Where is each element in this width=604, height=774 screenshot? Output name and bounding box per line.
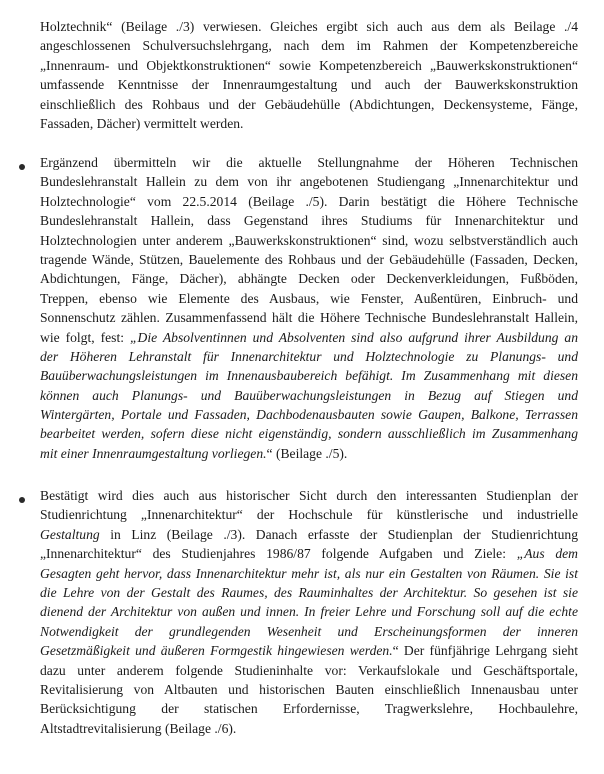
text-segment: “ Der fünfjährige Lehrgang sieht: [392, 643, 578, 659]
italic-quote-text: mit einer Innenraumgestaltung vorliegen.: [40, 445, 267, 461]
text-segment: Bestätigt wird dies auch aus historischer Sicht durch den interessanten Studienplan der: [40, 488, 578, 503]
text-segment: Fassaden, Dächer) vermittelt werden.: [40, 115, 244, 131]
text-segment: Bundeslehranstalt Hallein, dass Gegenstand ihres Studiums für Innenarchitektur und: [40, 213, 578, 229]
text-line: [40, 289, 578, 308]
italic-quote-text: Gesagten geht hervor, dass Innenarchitektur mehr ist, als nur ein Gestalten von Räumen. Sie ist: [40, 565, 578, 581]
text-line: [40, 424, 578, 443]
text-line: [40, 153, 578, 172]
text-segment: „Innenarchitektur“ des Studienjahres 1986/87 folgende Aufgaben und Ziele:: [40, 546, 517, 562]
italic-quote-text: Wintergärten, Portale und Fassaden, Dachbodenausbauten sowie Gaupen, Balkone, Terrassen: [40, 407, 578, 423]
text-line: [40, 231, 578, 250]
text-line: [40, 192, 578, 211]
text-segment: Holztechnologie“ vom 22.5.2014 (Beilage ./5). Darin bestätigt die Höhere Technische: [40, 193, 578, 209]
text-segment: angeschlossenen Schulversuchslehrgang, nach dem im Rahmen der Kompetenzbereiche: [40, 38, 578, 54]
italic-quote-text: dienend der Architektur von außen und innen. In freier Lehre und Forschung soll auf die echte: [40, 604, 578, 620]
text-line: [40, 386, 578, 405]
text-line: [40, 444, 578, 463]
text-segment: Altstadtrevitalisierung (Beilage ./6).: [40, 720, 237, 736]
text-segment: tragende Wände, Stützen, Bauelemente des Rohbaus und der Gebäudehülle (Fassaden, Decken,: [40, 251, 578, 267]
text-segment: Holztechnik“ (Beilage ./3) verwiesen. Gleiches ergibt sich auch aus dem als Beilage ./4: [40, 19, 578, 34]
text-line: [40, 544, 578, 563]
text-segment: Sonnenschutz zählen. Zusammenfassend hält die Höhere Technische Bundeslehranstalt Hallein,: [40, 310, 578, 326]
bullet-icon: [19, 164, 25, 170]
text-segment: „Innenraum- und Objektkonstruktionen“ sowie Kompetenzbereich „Bauwerkskonstruktionen“: [40, 57, 578, 73]
text-segment: Berücksichtigung der statischen Erfordernisse, Tragwerkslehre, Hochbaulehre,: [40, 701, 578, 717]
italic-quote-text: Gesetzmäßigkeit und äußeren Formgestik hingewiesen werden.: [40, 643, 393, 659]
text-segment: Abdichtungen, Fänge, Dächer), abhängte Decken oder Deckenverkleidungen, Fußböden,: [40, 271, 578, 287]
text-line: [40, 602, 578, 621]
italic-quote-text: die Lehre von der Gestalt des Raumes, des Rauminhaltes der Architektur. So gesehen ist sie: [40, 584, 578, 600]
text-line: [40, 622, 578, 641]
text-segment: in Linz (Beilage ./3). Danach erfasste der Studienplan der Studienrichtung: [99, 526, 578, 542]
italic-quote-text: Gestaltung: [40, 526, 100, 542]
text-line: [40, 172, 578, 191]
text-line: [40, 36, 578, 55]
text-line: [40, 680, 578, 699]
italic-quote-text: „Die Absolventinnen und Absolventen sind also aufgrund ihrer Ausbildung an: [129, 329, 578, 345]
text-line: [40, 17, 578, 36]
text-line: [40, 405, 578, 424]
italic-quote-text: Bauüberwachungsleistungen im Innenausbaubereich befähigt. Im Zusammenhang mit diesen: [40, 368, 578, 384]
text-line: [40, 641, 578, 660]
text-segment: dazu unter anderem folgende Studieninhalte vor: Verkaufslokale und Geschäftsportale,: [40, 662, 578, 678]
text-segment: einschließlich des Rohbaus und der Gebäudehülle (Abdichtungen, Deckensysteme, Fänge,: [40, 96, 578, 112]
text-line: [40, 269, 578, 288]
text-line: [40, 328, 578, 347]
italic-quote-text: „Aus dem: [516, 546, 578, 562]
text-line: [40, 699, 578, 718]
text-line: [40, 719, 578, 738]
text-line: [40, 347, 578, 366]
text-segment: Revitalisierung von Altbauten und historischen Bauten einschließlich Innenausbau unter: [40, 681, 578, 697]
text-line: [40, 75, 578, 94]
bullet-icon: [19, 497, 25, 503]
text-segment: Treppen, ebenso wie Elemente des Ausbaus, wie Fenster, Außentüren, Einbruch- und: [40, 290, 578, 306]
paragraph-continuation: [40, 17, 578, 133]
text-line: [40, 486, 578, 505]
text-segment: umfassende Kenntnisse der Innenraumgestaltung und auch der Bauwerkskonstruktion: [40, 77, 578, 93]
text-line: [40, 564, 578, 583]
text-segment: Ergänzend übermitteln wir die aktuelle Stellungnahme der Höheren Technischen: [40, 155, 578, 170]
text-line: [40, 211, 578, 230]
text-segment: Studienrichtung „Innenarchitektur“ der Hochschule für künstlerische und industrielle: [40, 507, 578, 523]
text-line: [40, 308, 578, 327]
paragraph-htl-hallein-statement: [40, 153, 578, 463]
italic-quote-text: Notwendigkeit der grundlegenden Wesenheit und Erscheinungsformen der inneren: [40, 623, 578, 639]
italic-quote-text: bearbeitet werden, sofern diese nicht eigenständig, sondern ausschließlich im Zusammenhang: [40, 426, 578, 442]
text-segment: wie folgt, fest:: [40, 329, 130, 345]
italic-quote-text: der Höheren Lehranstalt für Innenarchitektur und Holztechnologie zu Planungs- und: [40, 348, 578, 364]
text-line: [40, 250, 578, 269]
paragraph-linz-curriculum: [40, 486, 578, 738]
text-segment: Holztechnologien unter anderem „Bauwerkskonstruktionen“ sind, wozu selbstverständlich auch: [40, 232, 578, 248]
text-line: [40, 583, 578, 602]
text-line: [40, 525, 578, 544]
text-line: [40, 114, 578, 133]
text-line: [40, 95, 578, 114]
text-line: [40, 366, 578, 385]
text-segment: “ (Beilage ./5).: [266, 445, 348, 461]
text-line: [40, 661, 578, 680]
text-line: [40, 505, 578, 524]
italic-quote-text: können auch Planungs- und Bauüberwachungsleistungen in Bezug auf Stiegen und: [40, 387, 578, 403]
text-segment: Bundeslehranstalt Hallein zu dem von ihr angebotenen Studiengang „Innenarchitektur und: [40, 174, 578, 190]
text-line: [40, 56, 578, 75]
